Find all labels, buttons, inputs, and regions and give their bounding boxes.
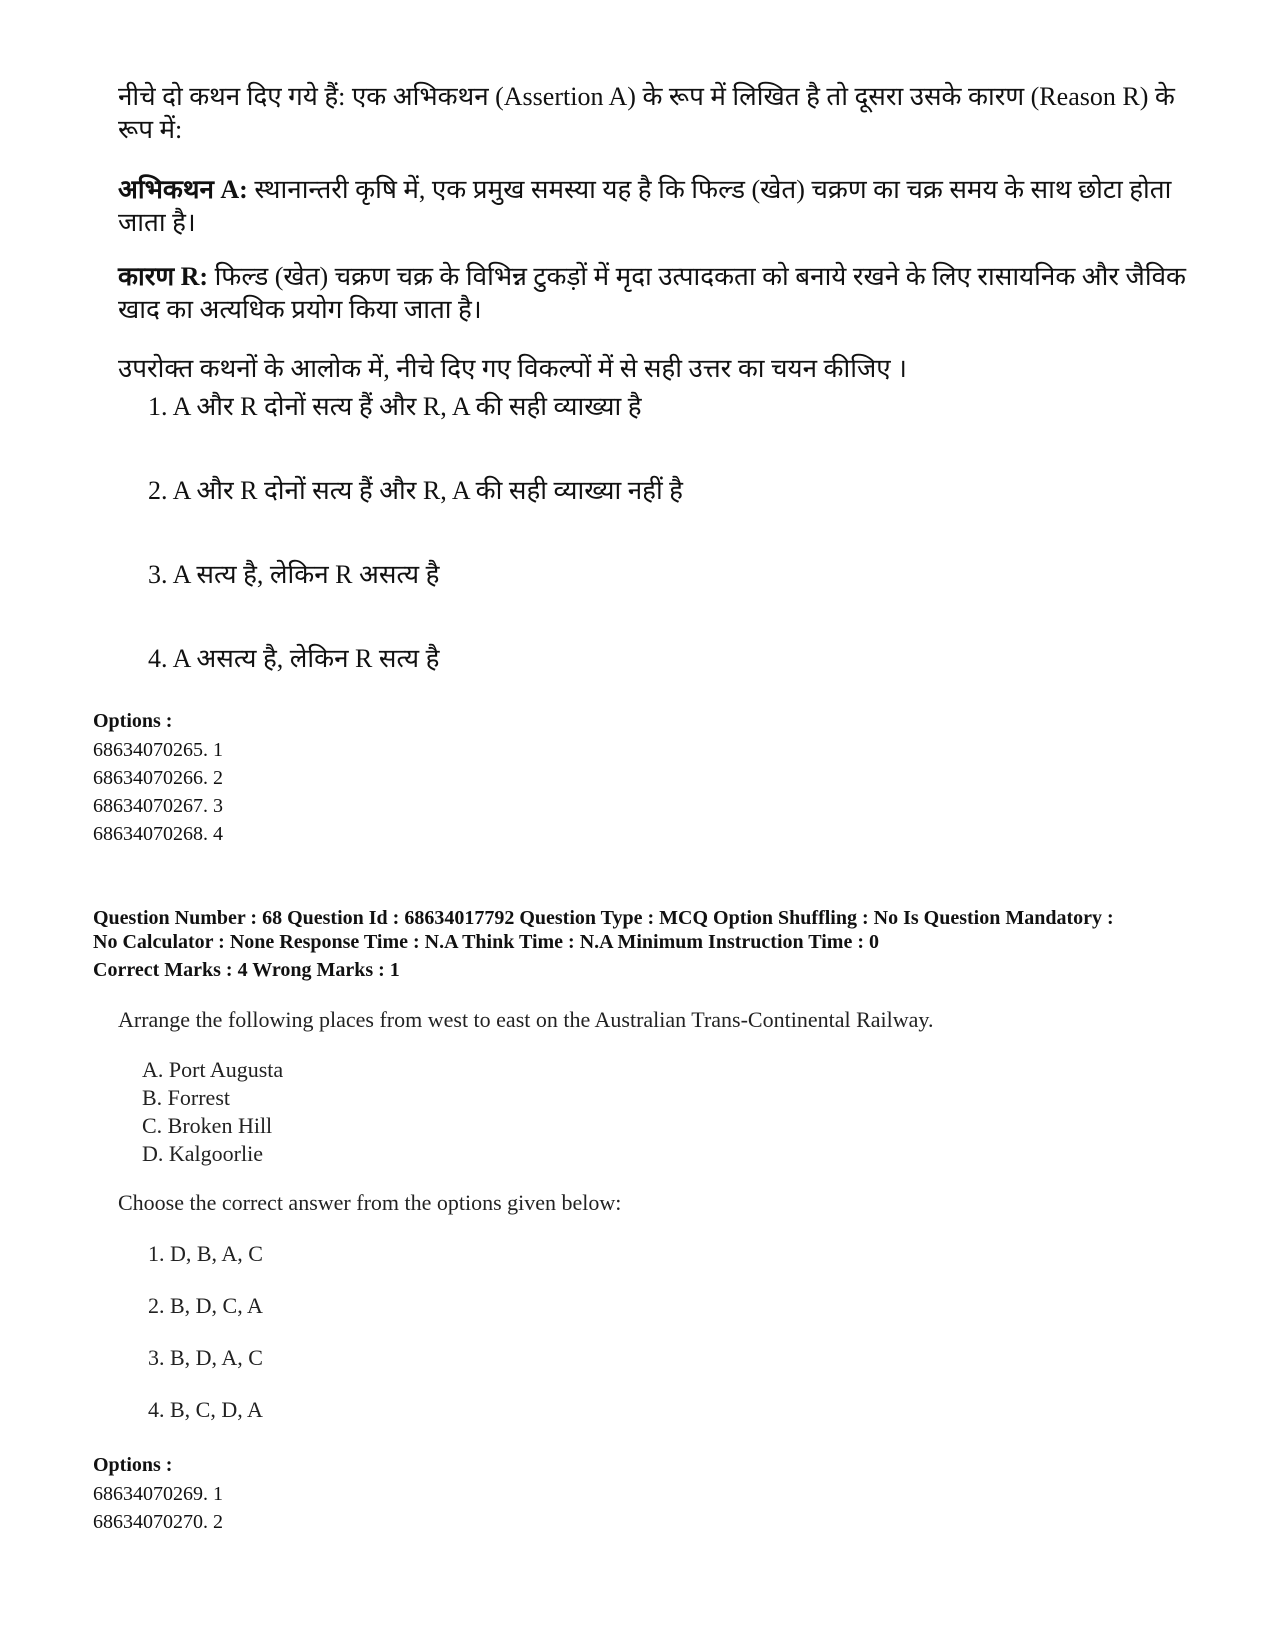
- q68-meta: [93, 906, 1193, 982]
- q67-assertion: [118, 173, 1188, 239]
- assertion-text: स्थानान्तरी कृषि में, एक प्रमुख समस्या यह है कि फिल्ड (खेत) चक्रण का चक्र समय के साथ छोटा होता जाता है।: [118, 175, 1172, 237]
- reason-text: फिल्ड (खेत) चक्रण चक्र के विभिन्न टुकड़ों में मृदा उत्पादकता को बनाये रखने के लिए रासायनिक और जैविक खाद का अत्यधिक प्रयोग किया जाता है।: [118, 262, 1186, 324]
- q68-item-d: D. Kalgoorlie: [142, 1141, 263, 1166]
- q68-meta-line-1: Question Number : 68 Question Id : 68634017792 Question Type : MCQ Option Shuffling : No Is Question Mandatory :: [93, 907, 1114, 929]
- q68-choice-4: 4. B, C, D, A: [148, 1397, 263, 1422]
- q67-instruction: उपरोक्त कथनों के आलोक में, नीचे दिए गए विकल्पों में से सही उत्तर का चयन कीजिए ।: [118, 354, 907, 383]
- q68-choice-1: 1. D, B, A, C: [148, 1241, 263, 1266]
- q67-options-heading: Options :: [93, 710, 173, 732]
- q67-option-1: 68634070265. 1: [93, 739, 223, 761]
- q68-item-a: A. Port Augusta: [142, 1057, 284, 1082]
- q68-item-b: B. Forrest: [142, 1085, 230, 1110]
- q67-option-2: 68634070266. 2: [93, 767, 223, 789]
- q68-options-heading: Options :: [93, 1454, 173, 1476]
- q67-choice-2: 2. A और R दोनों सत्य हैं और R, A की सही व्याख्या नहीं है: [148, 476, 683, 505]
- q67-intro: नीचे दो कथन दिए गये हैं: एक अभिकथन (Assertion A) के रूप में लिखित है तो दूसरा उसके कारण (Reason R) के रूप में:: [118, 82, 1175, 144]
- q67-option-4: 68634070268. 4: [93, 823, 223, 845]
- q67-option-3: 68634070267. 3: [93, 795, 223, 817]
- q68-place-list: [142, 1056, 283, 1168]
- q68-item-c: C. Broken Hill: [142, 1113, 273, 1138]
- q68-choice-3: 3. B, D, A, C: [148, 1345, 263, 1370]
- q67-choice-4: 4. A असत्य है, लेकिन R सत्य है: [148, 644, 440, 673]
- q68-meta-line-2: No Calculator : None Response Time : N.A Think Time : N.A Minimum Instruction Time : 0: [93, 931, 879, 953]
- assertion-label: अभिकथन A:: [118, 175, 248, 204]
- reason-label: कारण R:: [118, 262, 209, 291]
- q68-stem: Arrange the following places from west to east on the Australian Trans-Continental Railway.: [118, 1007, 934, 1032]
- q68-option-1: 68634070269. 1: [93, 1483, 223, 1505]
- q68-marks: Correct Marks : 4 Wrong Marks : 1: [93, 959, 400, 981]
- q68-option-2: 68634070270. 2: [93, 1511, 223, 1533]
- q68-choice-2: 2. B, D, C, A: [148, 1293, 263, 1318]
- q67-reason: [118, 260, 1198, 326]
- q67-choice-1: 1. A और R दोनों सत्य हैं और R, A की सही व्याख्या है: [148, 392, 642, 421]
- q67-choice-3: 3. A सत्य है, लेकिन R असत्य है: [148, 560, 440, 589]
- q68-choose-instruction: Choose the correct answer from the options given below:: [118, 1190, 622, 1215]
